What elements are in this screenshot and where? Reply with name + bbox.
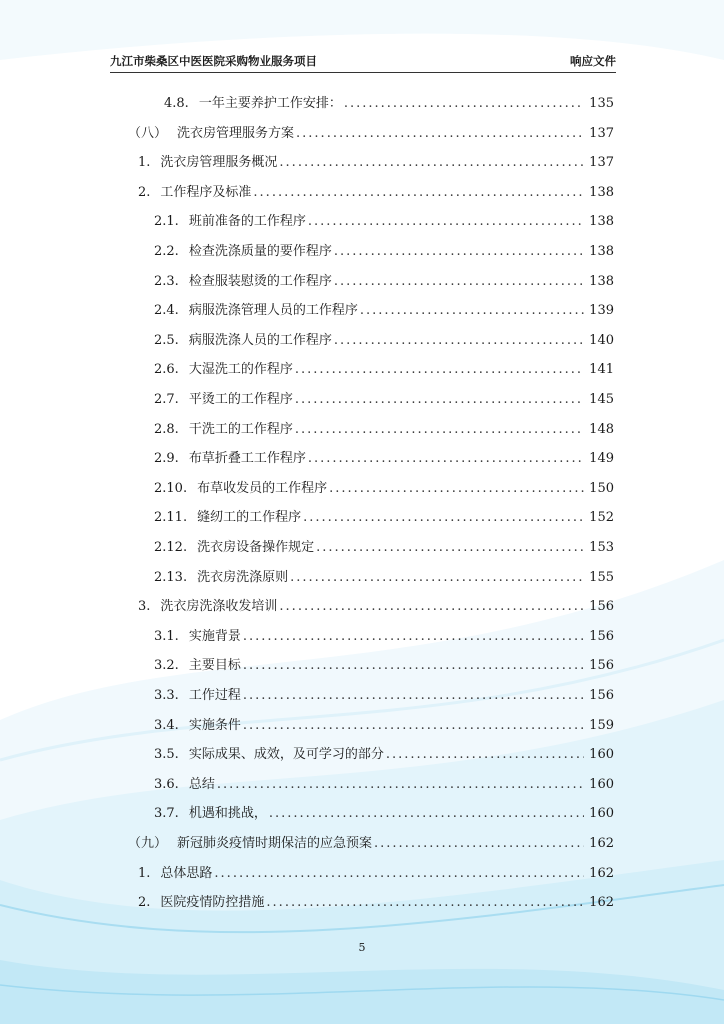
toc-entry[interactable]	[128, 122, 614, 144]
toc-entry-page: 160	[589, 747, 614, 763]
toc-entry-page: 150	[589, 480, 614, 496]
toc-entry[interactable]	[154, 418, 614, 440]
toc-dot-leader	[334, 274, 584, 289]
toc-entry-number: 2.1.	[154, 214, 179, 230]
toc-dot-leader	[303, 510, 584, 525]
toc-entry[interactable]	[154, 447, 614, 469]
toc-dot-leader	[308, 214, 584, 229]
toc-entry-page: 153	[589, 540, 614, 555]
toc-entry[interactable]	[154, 684, 614, 706]
toc-entry[interactable]	[154, 270, 614, 292]
toc-entry-page: 160	[589, 776, 614, 792]
toc-entry-number: 2.9.	[154, 451, 179, 467]
toc-entry[interactable]	[164, 92, 614, 114]
toc-entry-number: 2.2.	[154, 244, 179, 259]
toc-entry[interactable]	[154, 388, 614, 410]
toc-dot-leader	[295, 422, 584, 437]
toc-entry-page: 149	[589, 451, 614, 467]
toc-entry-title: 新冠肺炎疫情时期保洁的应急预案	[177, 836, 373, 851]
toc-entry[interactable]	[154, 477, 614, 499]
header-project-title: 九江市柴桑区中医医院采购物业服务项目	[110, 54, 317, 68]
toc-entry-title: 洗衣房洗涤原则	[197, 569, 289, 585]
toc-entry-title: 布草收发员的工作程序	[197, 480, 328, 496]
toc-entry-page: 155	[589, 569, 614, 585]
toc-entry-title: 实施背景	[188, 628, 241, 644]
toc-dot-leader	[334, 333, 584, 348]
page-header	[110, 52, 616, 73]
toc-entry-number: 2.	[138, 184, 151, 200]
toc-entry[interactable]	[154, 210, 614, 232]
toc-entry-number: 2.5.	[154, 332, 179, 348]
toc-entry-page: 156	[589, 628, 614, 644]
toc-entry-number: 2.8.	[154, 421, 179, 437]
toc-entry-number: 1.	[138, 865, 151, 881]
toc-entry-number: 3.5.	[154, 747, 179, 763]
toc-entry-page: 156	[589, 688, 614, 703]
toc-dot-leader	[217, 777, 584, 792]
toc-entry[interactable]	[154, 566, 614, 588]
toc-entry-title: 实施条件	[188, 717, 241, 733]
toc-entry-title: 干洗工的工作程序	[188, 421, 293, 437]
toc-entry-title: 工作过程	[188, 688, 241, 703]
toc-entry-page: 156	[589, 658, 614, 674]
toc-entry-page: 140	[589, 332, 614, 348]
toc-entry-number: 3.1.	[154, 628, 179, 644]
toc-entry-number: 2.13.	[154, 569, 188, 585]
toc-entry-title: 洗衣房洗涤收发培训	[160, 599, 278, 615]
toc-entry-title: 缝纫工的工作程序	[197, 510, 302, 526]
toc-entry-number: 3.2.	[154, 658, 179, 674]
toc-entry-page: 138	[589, 184, 614, 200]
toc-dot-leader	[329, 481, 584, 496]
toc-entry[interactable]	[138, 151, 614, 173]
toc-entry-page: 135	[589, 96, 614, 111]
toc-entry-page: 152	[589, 510, 614, 526]
toc-dot-leader	[214, 866, 584, 881]
page-number: 5	[358, 941, 366, 954]
toc-entry-title: 工作程序及标准	[160, 184, 252, 200]
toc-entry[interactable]	[154, 506, 614, 528]
toc-dot-leader	[308, 451, 584, 466]
toc-entry[interactable]	[154, 536, 614, 558]
toc-entry-title: 班前准备的工作程序	[188, 214, 306, 230]
toc-dot-leader	[243, 629, 584, 644]
toc-entry-number: 2.11.	[154, 510, 188, 526]
toc-entry-number: 2.3.	[154, 273, 179, 289]
toc-entry-title: 平烫工的工作程序	[188, 392, 293, 407]
toc-entry-page: 137	[589, 155, 614, 171]
toc-entry-page: 156	[589, 599, 614, 615]
toc-entry-title: 检查服装慰烫的工作程序	[188, 273, 332, 289]
toc-dot-leader	[290, 570, 584, 585]
toc-dot-leader	[243, 718, 584, 733]
toc-entry-title: 实际成果、成效，及可学习的部分	[188, 747, 384, 763]
toc-entry-number: 2.12.	[154, 540, 188, 555]
toc-entry-number: 3.	[138, 599, 151, 615]
toc-entry-title: 布草折叠工工作程序	[188, 451, 306, 467]
toc-entry-number: 3.7.	[154, 806, 179, 822]
toc-entry[interactable]	[128, 832, 614, 854]
toc-entry-number: 2.	[138, 895, 151, 911]
toc-dot-leader	[374, 836, 584, 851]
toc-entry[interactable]	[154, 773, 614, 795]
toc-entry-number: 4.8.	[164, 96, 189, 111]
toc-entry[interactable]	[138, 891, 614, 913]
toc-entry-title: 总体思路	[160, 865, 213, 881]
toc-entry-number: 2.10.	[154, 480, 188, 496]
toc-entry-title: 洗衣房设备操作规定	[197, 540, 315, 555]
toc-dot-leader	[296, 126, 584, 141]
toc-entry-page: 139	[589, 303, 614, 319]
toc-entry-page: 162	[589, 836, 614, 851]
toc-dot-leader	[253, 185, 584, 200]
toc-entry-page: 138	[589, 244, 614, 259]
toc-entry-title: 机遇和挑战，	[188, 806, 267, 822]
toc-dot-leader	[295, 362, 584, 377]
toc-entry-title: 主要目标	[188, 658, 241, 674]
toc-entry[interactable]	[154, 625, 614, 647]
toc-entry-number: （九）	[128, 836, 168, 851]
toc-entry-page: 162	[589, 895, 614, 911]
toc-entry-page: 159	[589, 717, 614, 733]
toc-entry[interactable]	[138, 862, 614, 884]
toc-entry-title: 一年主要养护工作安排：	[198, 96, 342, 111]
toc-dot-leader	[386, 747, 584, 762]
toc-entry-page: 137	[589, 125, 614, 141]
toc-entry-page: 138	[589, 214, 614, 230]
toc-entry[interactable]	[154, 743, 614, 765]
toc-dot-leader	[269, 806, 584, 821]
toc-entry[interactable]	[138, 181, 614, 203]
toc-entry-number: 3.3.	[154, 688, 179, 703]
toc-entry-title: 医院疫情防控措施	[160, 895, 265, 911]
toc-dot-leader	[344, 96, 584, 111]
toc-entry-title: 检查洗涤质量的要作程序	[188, 244, 332, 259]
toc-entry[interactable]	[154, 299, 614, 321]
toc-dot-leader	[266, 895, 584, 910]
toc-entry-number: 2.4.	[154, 303, 179, 319]
toc-entry[interactable]	[154, 358, 614, 380]
toc-entry-page: 148	[589, 421, 614, 437]
toc-dot-leader	[279, 155, 584, 170]
toc-dot-leader	[243, 658, 584, 673]
toc-dot-leader	[243, 688, 584, 703]
toc-entry-number: （八）	[128, 125, 168, 141]
toc-entry-number: 3.6.	[154, 776, 179, 792]
toc-entry-number: 2.6.	[154, 362, 179, 378]
toc-entry[interactable]	[154, 802, 614, 824]
toc-entry-page: 160	[589, 806, 614, 822]
toc-entry-number: 3.4.	[154, 717, 179, 733]
toc-entry[interactable]	[154, 714, 614, 736]
toc-entry[interactable]	[154, 240, 614, 262]
toc-entry-page: 138	[589, 273, 614, 289]
toc-entry[interactable]	[154, 329, 614, 351]
toc-entry-title: 大湿洗工的作程序	[188, 362, 293, 378]
toc-entry[interactable]	[154, 654, 614, 676]
toc-dot-leader	[334, 244, 584, 259]
toc-dot-leader	[360, 303, 584, 318]
toc-entry-title: 总结	[188, 776, 215, 792]
toc-entry-number: 2.7.	[154, 392, 179, 407]
toc-entry-title: 洗衣房管理服务概况	[160, 155, 278, 171]
header-document-type: 响应文件	[570, 54, 616, 68]
toc-dot-leader	[316, 540, 584, 555]
toc-entry-page: 141	[589, 362, 614, 378]
toc-entry-page: 162	[589, 865, 614, 881]
toc-dot-leader	[295, 392, 584, 407]
toc-dot-leader	[279, 599, 584, 614]
toc-entry-title: 洗衣房管理服务方案	[177, 125, 295, 141]
toc-entry[interactable]	[138, 595, 614, 617]
toc-entry-title: 病服洗涤人员的工作程序	[188, 332, 332, 348]
toc-entry-number: 1.	[138, 155, 151, 171]
toc-entry-title: 病服洗涤管理人员的工作程序	[188, 303, 358, 319]
toc-entry-page: 145	[589, 392, 614, 407]
